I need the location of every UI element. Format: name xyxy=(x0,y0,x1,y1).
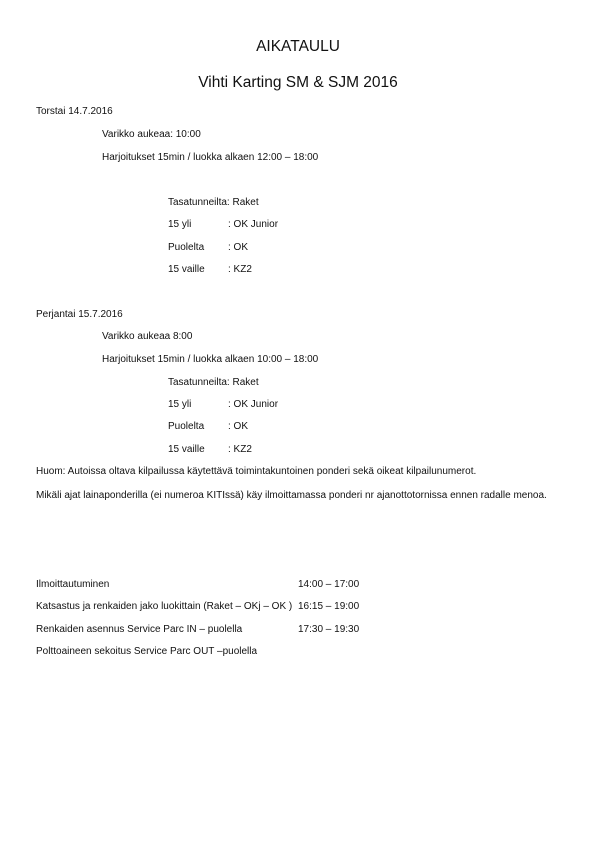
day2-pit-open: Varikko aukeaa 8:00 xyxy=(102,331,193,342)
day1-heading: Torstai 14.7.2016 xyxy=(36,106,113,117)
day2-practice: Harjoitukset 15min / luokka alkaen 10:00 – 18:00 xyxy=(102,354,319,365)
note-transponder: Huom: Autoissa oltava kilpailussa käytettävä toimintakuntoinen ponderi sekä oikeat kilpailunumerot. xyxy=(36,466,477,477)
day2-class-label: 15 vaille xyxy=(168,444,205,455)
day1-class-label: 15 yli xyxy=(168,219,192,230)
schedule-item: Ilmoittautuminen xyxy=(36,579,110,590)
document-subtitle: Vihti Karting SM & SJM 2016 xyxy=(198,74,398,91)
document-title: AIKATAULU xyxy=(256,38,340,55)
schedule-time: 16:15 – 19:00 xyxy=(298,601,360,612)
day2-heading: Perjantai 15.7.2016 xyxy=(36,309,123,320)
day1-class-value: : OK xyxy=(228,242,249,253)
day2-class-value: : OK Junior xyxy=(228,399,279,410)
day1-pit-open: Varikko aukeaa: 10:00 xyxy=(102,129,201,140)
day2-class-label: Puolelta xyxy=(168,421,205,432)
day1-class-value: : KZ2 xyxy=(228,264,252,275)
day2-class-label: 15 yli xyxy=(168,399,192,410)
day1-class-label: 15 vaille xyxy=(168,264,205,275)
day2-class-label: Tasatunneilta: Raket xyxy=(168,377,259,388)
schedule-item: Polttoaineen sekoitus Service Parc OUT –puolella xyxy=(36,646,258,657)
day1-practice: Harjoitukset 15min / luokka alkaen 12:00 – 18:00 xyxy=(102,152,319,163)
day1-class-value: : OK Junior xyxy=(228,219,279,230)
day1-class-label: Tasatunneilta: Raket xyxy=(168,197,259,208)
day1-class-label: Puolelta xyxy=(168,242,205,253)
schedule-item: Katsastus ja renkaiden jako luokittain (Raket – OKj – OK ) xyxy=(36,601,293,612)
day2-class-value: : KZ2 xyxy=(228,444,252,455)
schedule-time: 17:30 – 19:30 xyxy=(298,624,360,635)
schedule-time: 14:00 – 17:00 xyxy=(298,579,360,590)
day2-class-value: : OK xyxy=(228,421,249,432)
note-loan-transponder: Mikäli ajat lainaponderilla (ei numeroa KITIssä) käy ilmoittamassa ponderi nr ajanottotornissa ennen radalle menoa. xyxy=(36,490,547,501)
schedule-item: Renkaiden asennus Service Parc IN – puolella xyxy=(36,624,243,635)
